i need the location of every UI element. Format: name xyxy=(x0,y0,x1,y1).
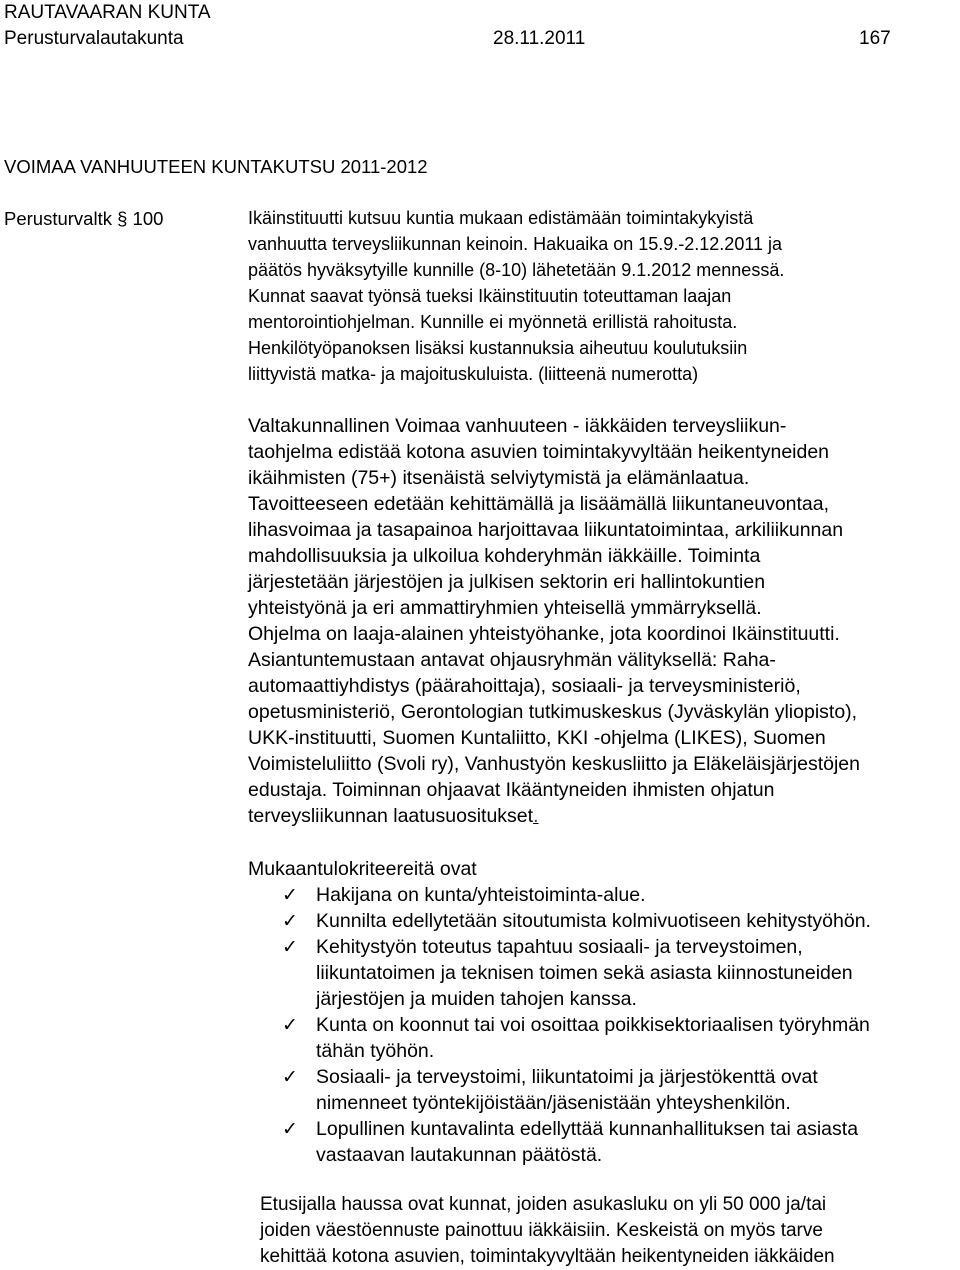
program-last-text: terveysliikunnan laatusuositukset xyxy=(248,805,534,827)
criteria-item-continued: nimenneet työntekijöistään/jäsenistään yhteyshenkilön. xyxy=(316,1092,791,1114)
program-line: UKK-instituutti, Suomen Kuntaliitto, KKI -ohjelma (LIKES), Suomen xyxy=(248,727,826,749)
checkmark-icon: ✓ xyxy=(282,937,298,958)
intro-line: liittyvistä matka- ja majoituskuluista. (liitteenä numerotta) xyxy=(248,364,699,384)
program-line: Valtakunnallinen Voimaa vanhuuteen - iäkkäiden terveysliikun- xyxy=(248,415,787,437)
intro-line: päätös hyväksytyille kunnille (8-10) lähetetään 9.1.2012 mennessä. xyxy=(248,260,785,280)
criteria-item: Kunta on koonnut tai voi osoittaa poikkisektoriaalisen työryhmän xyxy=(316,1014,870,1036)
program-line: ikäihmisten (75+) itsenäistä selviytymistä ja elämänlaatua. xyxy=(248,467,750,489)
page-number: 167 xyxy=(859,28,891,49)
intro-line: vanhuutta terveysliikunnan keinoin. Hakuaika on 15.9.-2.12.2011 ja xyxy=(248,234,783,254)
criteria-item: Lopullinen kuntavalinta edellyttää kunnanhallituksen tai asiasta xyxy=(316,1118,859,1140)
program-line: Ohjelma on laaja-alainen yhteistyöhanke, jota koordinoi Ikäinstituutti. xyxy=(248,623,840,645)
criteria-heading: Mukaantulokriteereitä ovat xyxy=(248,858,477,880)
checkmark-icon: ✓ xyxy=(282,885,298,906)
program-line: järjestetään järjestöjen ja julkisen sektorin eri hallintokuntien xyxy=(248,571,766,593)
program-line: yhteistyönä ja eri ammattiryhmien yhteisellä ymmärryksellä. xyxy=(248,597,762,619)
program-last-line xyxy=(248,805,539,828)
intro-line: Henkilötyöpanoksen lisäksi kustannuksia aiheutuu koulutuksiin xyxy=(248,338,748,358)
criteria-item: Hakijana on kunta/yhteistoiminta-alue. xyxy=(316,884,646,906)
checkmark-icon: ✓ xyxy=(282,911,298,932)
criteria-item: Kunnilta edellytetään sitoutumista kolmivuotiseen kehitystyöhön. xyxy=(316,910,871,932)
criteria-item-continued: tähän työhön. xyxy=(316,1040,435,1062)
program-line: Asiantuntemustaan antavat ohjausryhmän välityksellä: Raha- xyxy=(248,649,776,671)
document-title: VOIMAA VANHUUTEEN KUNTAKUTSU 2011-2012 xyxy=(4,156,428,177)
criteria-item-continued: liikuntatoimen ja teknisen toimen sekä asiasta kiinnostuneiden xyxy=(316,962,853,984)
organization-name: RAUTAVAARAN KUNTA xyxy=(4,2,211,23)
program-line: Tavoitteeseen edetään kehittämällä ja lisäämällä liikuntaneuvontaa, xyxy=(248,493,830,515)
priority-line: kehittää kotona asuvien, toimintakyvyltään heikentyneiden iäkkäiden xyxy=(260,1246,835,1267)
criteria-item-continued: vastaavan lautakunnan päätöstä. xyxy=(316,1144,603,1166)
program-end-link[interactable] xyxy=(533,805,538,827)
program-line: opetusministeriö, Gerontologian tutkimuskeskus (Jyväskylän yliopisto), xyxy=(248,701,858,723)
board-name: Perusturvalautakunta xyxy=(4,28,184,49)
intro-line: Kunnat saavat työnsä tueksi Ikäinstituutin toteuttaman laajan xyxy=(248,286,732,306)
section-reference: Perusturvaltk § 100 xyxy=(4,208,164,229)
checkmark-icon: ✓ xyxy=(282,1015,298,1036)
document-date: 28.11.2011 xyxy=(493,28,586,49)
criteria-item-continued: järjestöjen ja muiden tahojen kanssa. xyxy=(316,988,637,1010)
program-line: lihasvoimaa ja tasapainoa harjoittavaa liikuntatoimintaa, arkiliikunnan xyxy=(248,519,844,541)
criteria-item: Sosiaali- ja terveystoimi, liikuntatoimi ja järjestökenttä ovat xyxy=(316,1066,818,1088)
program-line: edustaja. Toiminnan ohjaavat Ikääntyneiden ihmisten ohjatun xyxy=(248,779,775,801)
checkmark-icon: ✓ xyxy=(282,1119,298,1140)
priority-line: Etusijalla haussa ovat kunnat, joiden asukasluku on yli 50 000 ja/tai xyxy=(260,1194,827,1215)
program-end-link-dot: . xyxy=(533,805,539,827)
program-line: mahdollisuuksia ja ulkoilua kohderyhmän iäkkäille. Toiminta xyxy=(248,545,761,567)
intro-line: Ikäinstituutti kutsuu kuntia mukaan edistämään toimintakykyistä xyxy=(248,208,754,228)
criteria-item: Kehitystyön toteutus tapahtuu sosiaali- ja terveystoimen, xyxy=(316,936,803,958)
checkmark-icon: ✓ xyxy=(282,1067,298,1088)
priority-line: joiden väestöennuste painottuu iäkkäisiin. Keskeistä on myös tarve xyxy=(260,1220,823,1241)
intro-line: mentorointiohjelman. Kunnille ei myönnetä erillistä rahoitusta. xyxy=(248,312,738,332)
program-line: Voimisteluliitto (Svoli ry), Vanhustyön keskusliitto ja Eläkeläisjärjestöjen xyxy=(248,753,860,775)
program-line: automaattiyhdistys (päärahoittaja), sosiaali- ja terveysministeriö, xyxy=(248,675,801,697)
program-line: taohjelma edistää kotona asuvien toimintakyvyltään heikentyneiden xyxy=(248,441,830,463)
